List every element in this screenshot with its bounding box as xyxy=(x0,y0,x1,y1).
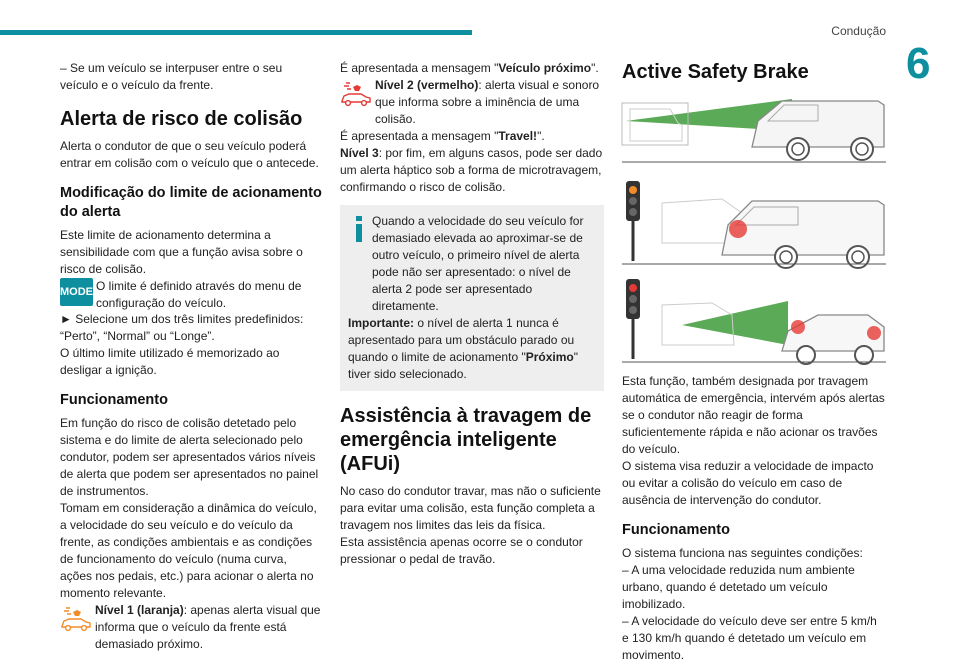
mode-icon: MODE xyxy=(60,278,93,312)
column-1 xyxy=(60,60,322,653)
intro-paragraph: – Se um veículo se interpuser entre o seu veículo e o veículo da frente. xyxy=(60,61,283,92)
afu-paragraph-1: No caso do condutor travar, mas não o suficiente para evitar uma colisão, esta função completa a travagem nos limites das leis da física. xyxy=(340,484,601,532)
collision-alert-orange-icon xyxy=(60,602,92,636)
info-paragraph: Quando a velocidade do seu veículo for demasiado elevada ao aproximar-se de outro veículo, o primeiro nível de alerta pode não ser apresentado: o nível de alerta 2 pode ser apresentado diretamente. xyxy=(372,214,584,313)
collision-alert-paragraph: Alerta o condutor de que o seu veículo poderá entrar em colisão com o veículo que o antecede. xyxy=(60,139,319,170)
heading-threshold: Modificação do limite de acionamento do alerta xyxy=(60,185,322,220)
level2-line xyxy=(340,77,604,128)
illustration-alert-red xyxy=(622,275,886,363)
column-2 xyxy=(340,60,604,568)
select-paragraph: ► Selecione um dos três limites predefinidos: “Perto”, “Normal” ou “Longe”. xyxy=(60,312,304,343)
running-head: Condução xyxy=(831,24,886,38)
asb-paragraph-2: O sistema visa reduzir a velocidade de impacto ou evitar a colisão do veículo em caso de ausência de intervenção do condutor. xyxy=(622,459,874,507)
chapter-number: 6 xyxy=(906,39,931,88)
asb-condition-2: – A velocidade do veículo deve ser entre 5 km/h e 130 km/h quando é detetado um veículo em movimento. xyxy=(622,614,877,662)
level2-paragraph: Nível 2 (vermelho): alerta visual e sonoro que informa sobre a iminência de uma colisão. xyxy=(375,78,600,126)
info-box xyxy=(340,205,604,391)
threshold-paragraph: Este limite de acionamento determina a sensibilidade com que a função avisa sobre o risco de colisão. xyxy=(60,228,303,276)
message1-paragraph: É apresentada a mensagem "Veículo próximo". xyxy=(340,61,599,75)
heading-collision-alert: Alerta de risco de colisão xyxy=(60,108,303,130)
info-icon xyxy=(350,215,368,243)
info-important-paragraph: Importante: o nível de alerta 1 nunca é apresentado para um obstáculo parado ou quando o limite de acionamento "Próximo" tiver sido selecionado. xyxy=(348,316,578,381)
operation-paragraph-2: Tomam em consideração a dinâmica do veículo, a velocidade do seu veículo e do veículo da frente, as condições ambientais e as condições de funcionamento do veículo (numa curva, ações nos pedais, etc.) para acionar o alerta no momento relevante. xyxy=(60,501,317,600)
collision-alert-red-icon xyxy=(340,77,372,111)
header-accent-bar xyxy=(0,30,472,35)
heading-afu: Assistência à travagem de emergência inteligente (AFUi) xyxy=(340,405,592,475)
illustration-approach xyxy=(622,91,886,163)
message2-paragraph: É apresentada a mensagem "Travel!". xyxy=(340,129,545,143)
mode-paragraph: O limite é definido através do menu de configuração do veículo. xyxy=(96,279,302,310)
heading-operation: Funcionamento xyxy=(60,392,168,408)
operation-paragraph-1: Em função do risco de colisão detetado pelo sistema e do limite de alerta selecionado pelo condutor, podem ser apresentados vários níveis de alerta que podem ser apresentados no painel de instrumentos. xyxy=(60,416,319,498)
heading-operation-asb: Funcionamento xyxy=(622,522,730,538)
illustration-alert-orange xyxy=(622,173,886,265)
asb-condition-1: – A uma velocidade reduzida num ambiente urbano, quando é detetado um veículo imobilizado. xyxy=(622,563,855,611)
afu-paragraph-2: Esta assistência apenas ocorre se o condutor pressionar o pedal de travão. xyxy=(340,535,583,566)
asb-paragraph-1: Esta função, também designada por travagem automática de emergência, intervém após alertas se o condutor não reagir de forma suficientemente rápida e não acionar os travões do veículo. xyxy=(622,374,885,456)
heading-active-safety-brake: Active Safety Brake xyxy=(622,61,809,83)
column-3 xyxy=(622,60,886,664)
mode-line xyxy=(60,278,322,312)
asb-operation-paragraph: O sistema funciona nas seguintes condições: xyxy=(622,546,863,560)
level1-line xyxy=(60,602,322,653)
level1-paragraph: Nível 1 (laranja): apenas alerta visual que informa que o veículo da frente está demasiado próximo. xyxy=(95,603,321,651)
memory-paragraph: O último limite utilizado é memorizado ao desligar a ignição. xyxy=(60,346,280,377)
level3-paragraph: Nível 3: por fim, em alguns casos, pode ser dado um alerta háptico sob a forma de microtravagem, confirmando o risco de colisão. xyxy=(340,146,603,194)
